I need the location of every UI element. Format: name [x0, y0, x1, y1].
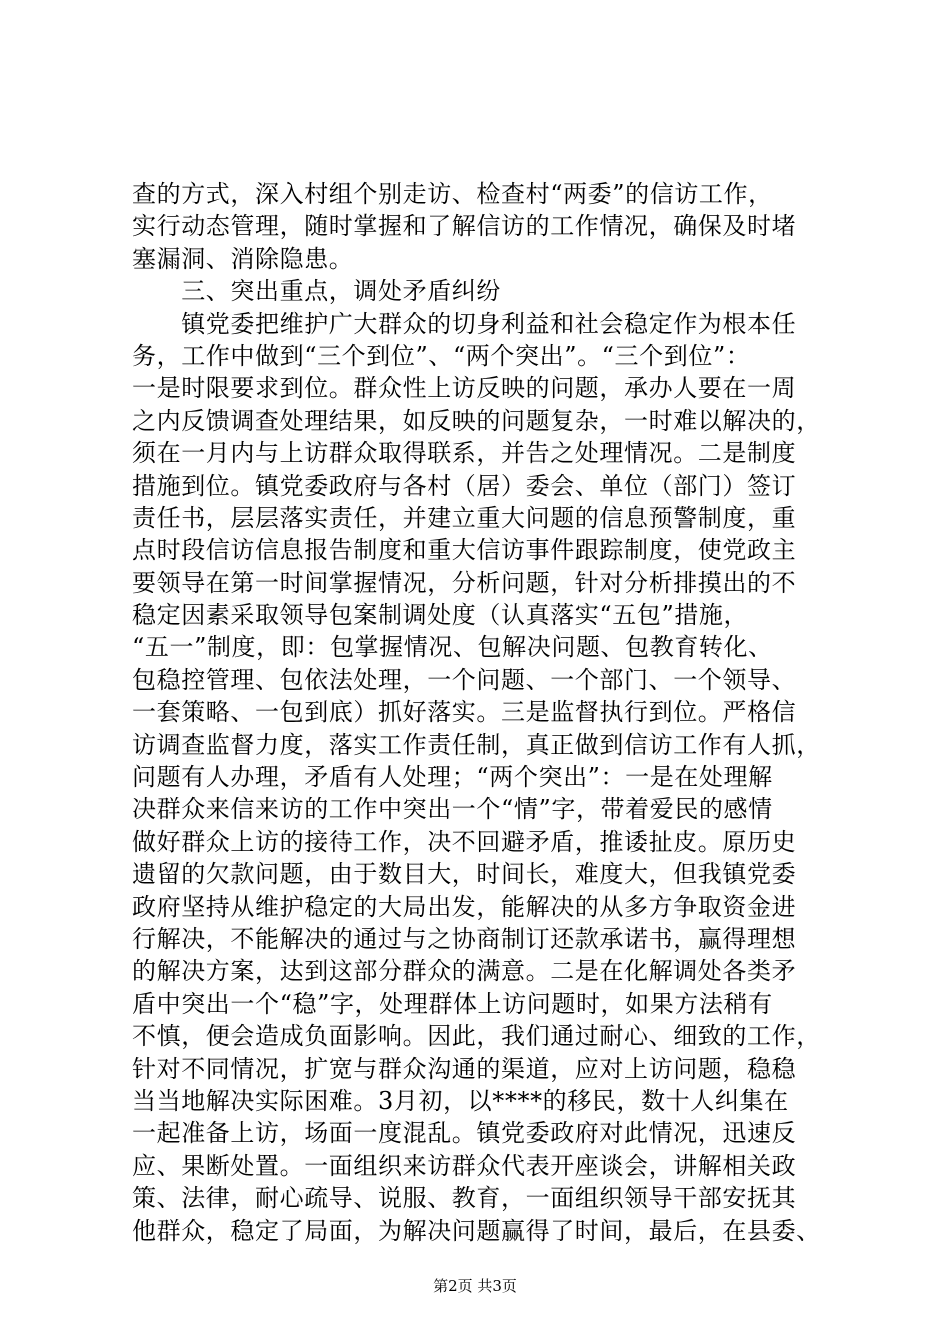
body-line: 措施到位。镇党委政府与各村（居）委会、单位（部门）签订 [132, 471, 797, 500]
body-line: 不慎，便会造成负面影响。因此，我们通过耐心、细致的工作， [132, 1022, 821, 1051]
body-line: 他群众，稳定了局面，为解决问题赢得了时间，最后，在县委、 [132, 1216, 821, 1245]
body-line: 点时段信访信息报告制度和重大信访事件跟踪制度，使党政主 [132, 536, 797, 565]
body-line: 遗留的欠款问题，由于数目大，时间长，难度大，但我镇党委 [132, 860, 797, 889]
body-line: 针对不同情况，扩宽与群众沟通的渠道，应对上访问题，稳稳 [132, 1054, 797, 1083]
body-line: 行解决，不能解决的通过与之协商制订还款承诺书，赢得理想 [132, 924, 797, 953]
body-line: 要领导在第一时间掌握情况，分析问题，针对分析排摸出的不 [132, 568, 797, 597]
body-line: 塞漏洞、消除隐患。 [132, 244, 354, 273]
body-line: 镇党委把维护广大群众的切身利益和社会稳定作为根本任 [132, 309, 797, 338]
body-line: 一是时限要求到位。群众性上访反映的问题，承办人要在一周 [132, 374, 797, 403]
body-line: 决群众来信来访的工作中突出一个“情”字，带着爱民的感情 [132, 795, 773, 824]
body-line: 一套策略、一包到底）抓好落实。三是监督执行到位。严格信 [132, 698, 797, 727]
body-line: 包稳控管理、包依法处理，一个问题、一个部门、一个领导、 [132, 665, 797, 694]
body-line: 政府坚持从维护稳定的大局出发，能解决的从多方争取资金进 [132, 892, 797, 921]
page-number-footer: 第2页 共3页 [433, 1277, 517, 1295]
body-line: 责任书，层层落实责任，并建立重大问题的信息预警制度，重 [132, 503, 797, 532]
body-line: “五一”制度，即：包掌握情况、包解决问题、包教育转化、 [132, 633, 773, 662]
section-heading: 三、突出重点，调处矛盾纠纷 [132, 277, 501, 306]
body-line: 盾中突出一个“稳”字，处理群体上访问题时，如果方法稍有 [132, 989, 773, 1018]
body-line: 实行动态管理，随时掌握和了解信访的工作情况，确保及时堵 [132, 212, 797, 241]
body-line: 问题有人办理，矛盾有人处理；“两个突出”：一是在处理解 [132, 763, 773, 792]
body-line: 的解决方案，达到这部分群众的满意。二是在化解调处各类矛 [132, 957, 797, 986]
body-line: 访调查监督力度，落实工作责任制，真正做到信访工作有人抓， [132, 730, 821, 759]
body-line: 当当地解决实际困难。3月初，以****的移民，数十人纠集在 [132, 1086, 789, 1115]
body-line: 务，工作中做到“三个到位”、“两个突出”。“三个到位”： [132, 341, 751, 370]
body-line: 查的方式，深入村组个别走访、检查村“两委”的信访工作， [132, 180, 773, 208]
body-line: 须在一月内与上访群众取得联系，并告之处理情况。二是制度 [132, 439, 797, 468]
body-line: 之内反馈调查处理结果，如反映的问题复杂，一时难以解决的， [132, 406, 821, 435]
body-line: 策、法律，耐心疏导、说服、教育，一面组织领导干部安抚其 [132, 1184, 797, 1213]
body-line: 应、果断处置。一面组织来访群众代表开座谈会，讲解相关政 [132, 1151, 797, 1180]
document-body [132, 178, 844, 1247]
body-line: 一起准备上访，场面一度混乱。镇党委政府对此情况，迅速反 [132, 1119, 797, 1148]
body-line: 做好群众上访的接待工作，决不回避矛盾，推诿扯皮。原历史 [132, 827, 797, 856]
body-line: 稳定因素采取领导包案制调处度（认真落实“五包”措施， [132, 601, 749, 630]
